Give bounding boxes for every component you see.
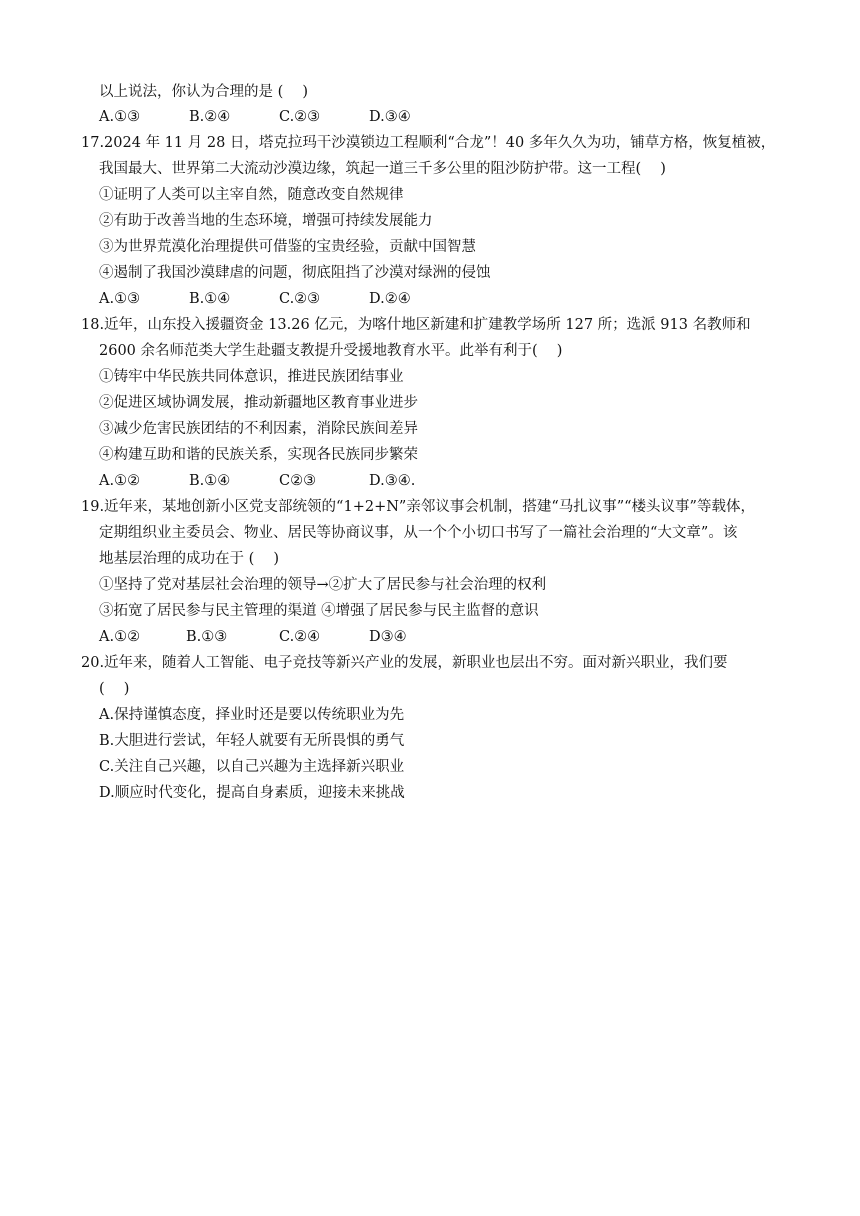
q20-choice-d: D.顺应时代变化，提高自身素质，迎接未来挑战 [99,785,405,801]
q17-option-c: C.②③ [279,291,321,307]
q17-statement-2: ②有助于改善当地的生态环境，增强可持续发展能力 [99,213,433,229]
q18-stem-line-2: 2600 余名师范类大学生赴疆支教提升受援地教育水平。此举有利于( ) [99,343,563,359]
q18-statement-4: ④构建互助和谐的民族关系，实现各民族同步繁荣 [99,447,418,463]
q18-stem-line-1: 18.近年，山东投入援疆资金 13.26 亿元，为喀什地区新建和扩建教学场所 127 所；选派 913 名教师和 [81,317,751,333]
q18-option-d: D.③④. [369,473,416,489]
q18-option-c: C②③ [279,473,317,489]
q19-stem-line-1: 19.近年来，某地创新小区党支部统领的“1+2+N”亲邻议事会机制，搭建“马扎议事”“楼头议事”等载体， [81,499,755,515]
q16-option-b: B.②④ [189,109,231,125]
q20-choice-b: B.大胆进行尝试，年轻人就要有无所畏惧的勇气 [99,733,405,749]
q19-statements-3-4: ③拓宽了居民参与民主管理的渠道 ④增强了居民参与民主监督的意识 [99,603,539,619]
q18-statement-1: ①铸牢中华民族共同体意识，推进民族团结事业 [99,369,404,385]
q17-statement-3: ③为世界荒漠化治理提供可借鉴的宝贵经验，贡献中国智慧 [99,239,476,255]
q19-option-d: D③④ [369,629,407,645]
q19-stem-line-3: 地基层治理的成功在于 ( ) [99,551,280,567]
q19-stem-line-2: 定期组织业主委员会、物业、居民等协商议事，从一个个小切口书写了一篇社会治理的“大文章”。该 [99,525,738,541]
q16-option-d: D.③④ [369,109,411,125]
q17-option-b: B.①④ [189,291,231,307]
q20-stem-line-1: 20.近年来，随着人工智能、电子竞技等新兴产业的发展，新职业也层出不穷。面对新兴职业，我们要 [81,655,728,671]
q16-option-c: C.②③ [279,109,321,125]
q18-option-b: B.①④ [189,473,231,489]
q18-statement-3: ③减少危害民族团结的不利因素，消除民族间差异 [99,421,418,437]
q20-choice-a: A.保持谨慎态度，择业时还是要以传统职业为先 [99,707,405,723]
q18-statement-2: ②促进区域协调发展，推动新疆地区教育事业进步 [99,395,418,411]
q17-stem-line-1: 17.2024 年 11 月 28 日，塔克拉玛干沙漠锁边工程顺利“合龙”！40 多年久久为功，铺草方格，恢复植被， [81,135,776,151]
q19-statements-1-2: ①坚持了党对基层社会治理的领导→②扩大了居民参与社会治理的权利 [99,577,547,593]
q19-option-a: A.①② [99,629,141,645]
q20-choice-c: C.关注自己兴趣，以自己兴趣为主选择新兴职业 [99,759,405,775]
q16-stem-tail: 以上说法，你认为合理的是 ( ) [99,84,309,100]
q16-option-a: A.①③ [99,109,141,125]
q17-statement-4: ④遏制了我国沙漠肆虐的问题，彻底阻挡了沙漠对绿洲的侵蚀 [99,265,491,281]
q18-option-a: A.①② [99,473,141,489]
q17-option-a: A.①③ [99,291,141,307]
q19-option-c: C.②④ [279,629,321,645]
q17-option-d: D.②④ [369,291,411,307]
q17-statement-1: ①证明了人类可以主宰自然，随意改变自然规律 [99,187,404,203]
q17-stem-line-2: 我国最大、世界第二大流动沙漠边缘，筑起一道三千多公里的阻沙防护带。这一工程( ) [99,161,666,177]
q20-stem-line-2: ( ) [99,681,130,697]
q19-option-b: B.①③ [186,629,228,645]
